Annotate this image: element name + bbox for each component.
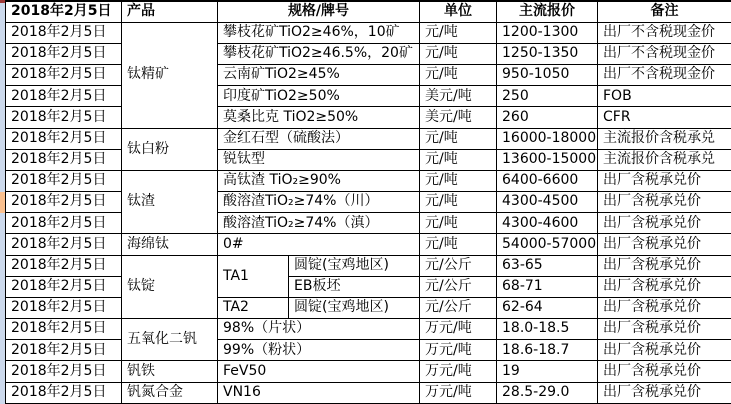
date-cell[interactable]: 2018年2月5日 <box>6 43 122 64</box>
spec-shape-cell[interactable]: EB板坯 <box>289 276 420 297</box>
spec-shape-cell[interactable]: 圆锭(宝鸡地区) <box>289 255 420 276</box>
date-cell[interactable]: 2018年2月5日 <box>6 382 122 403</box>
table-row <box>6 65 731 86</box>
unit-cell[interactable]: 元/吨 <box>420 149 497 170</box>
date-cell[interactable]: 2018年2月5日 <box>6 86 122 107</box>
date-cell[interactable]: 2018年2月5日 <box>6 22 122 43</box>
note-cell[interactable]: 出厂含税承兑价 <box>598 170 731 191</box>
unit-cell[interactable]: 元/吨 <box>420 65 497 86</box>
note-cell[interactable]: 出厂含税承兑价 <box>598 382 731 403</box>
unit-cell[interactable]: 万元/吨 <box>420 319 497 340</box>
date-cell[interactable]: 2018年2月5日 <box>6 340 122 361</box>
spec-cell[interactable]: FeV50 <box>218 361 420 382</box>
header-date[interactable]: 2018年2月5日 <box>6 1 122 22</box>
note-cell[interactable]: 出厂含税承兑价 <box>598 361 731 382</box>
spec-cell[interactable]: 99%（粉状） <box>218 340 420 361</box>
price-cell[interactable]: 260 <box>497 107 598 128</box>
note-cell[interactable]: 出厂含税承兑价 <box>598 213 731 234</box>
date-cell[interactable]: 2018年2月5日 <box>6 319 122 340</box>
date-cell[interactable]: 2018年2月5日 <box>6 297 122 318</box>
unit-cell[interactable]: 万元/吨 <box>420 382 497 403</box>
price-cell[interactable]: 54000-57000 <box>497 234 598 255</box>
unit-cell[interactable]: 元/公斤 <box>420 297 497 318</box>
header-price[interactable]: 主流报价 <box>497 1 598 22</box>
table-row <box>6 340 731 361</box>
unit-cell[interactable]: 元/吨 <box>420 192 497 213</box>
table-row <box>6 234 731 255</box>
table-row <box>6 297 731 318</box>
date-cell[interactable]: 2018年2月5日 <box>6 234 122 255</box>
note-cell[interactable]: 出厂不含税现金价 <box>598 22 731 43</box>
date-cell[interactable]: 2018年2月5日 <box>6 192 122 213</box>
note-cell[interactable]: FOB <box>598 86 731 107</box>
date-cell[interactable]: 2018年2月5日 <box>6 276 122 297</box>
unit-cell[interactable]: 元/公斤 <box>420 255 497 276</box>
price-cell[interactable]: 950-1050 <box>497 65 598 86</box>
unit-cell[interactable]: 万元/吨 <box>420 340 497 361</box>
date-cell[interactable]: 2018年2月5日 <box>6 213 122 234</box>
date-cell[interactable]: 2018年2月5日 <box>6 107 122 128</box>
product-cell[interactable]: 钒铁 <box>122 361 218 382</box>
price-cell[interactable]: 4300-4500 <box>497 192 598 213</box>
price-table <box>5 0 731 404</box>
product-cell[interactable]: 五氧化二钒 <box>122 319 218 361</box>
note-cell[interactable]: CFR <box>598 107 731 128</box>
note-cell[interactable]: 出厂不含税现金价 <box>598 43 731 64</box>
note-cell[interactable]: 出厂含税承兑价 <box>598 192 731 213</box>
price-cell[interactable]: 13600-15000 <box>497 149 598 170</box>
price-cell[interactable]: 68-71 <box>497 276 598 297</box>
spec-grade-cell[interactable]: TA1 <box>218 255 289 297</box>
spec-cell[interactable]: 酸溶渣TiO₂≥74%（川） <box>218 192 420 213</box>
spec-cell[interactable]: 攀枝花矿TiO2≥46.5%，20矿 <box>218 43 420 64</box>
spec-cell[interactable]: 云南矿TiO2≥45% <box>218 65 420 86</box>
note-cell[interactable]: 出厂不含税现金价 <box>598 65 731 86</box>
spec-cell[interactable]: 印度矿TiO2≥50% <box>218 86 420 107</box>
header-row <box>6 1 731 22</box>
spec-cell[interactable]: 攀枝花矿TiO2≥46%，10矿 <box>218 22 420 43</box>
header-product[interactable]: 产品 <box>122 1 218 22</box>
spec-cell[interactable]: 莫桑比克 TiO2≥50% <box>218 107 420 128</box>
note-cell[interactable]: 出厂含税承兑价 <box>598 234 731 255</box>
unit-cell[interactable]: 元/吨 <box>420 128 497 149</box>
spec-cell[interactable]: 酸溶渣TiO₂≥74%（滇） <box>218 213 420 234</box>
unit-cell[interactable]: 元/吨 <box>420 22 497 43</box>
price-cell[interactable]: 1200-1300 <box>497 22 598 43</box>
price-cell[interactable]: 250 <box>497 86 598 107</box>
price-cell[interactable]: 18.0-18.5 <box>497 319 598 340</box>
unit-cell[interactable]: 元/吨 <box>420 234 497 255</box>
date-cell[interactable]: 2018年2月5日 <box>6 65 122 86</box>
table-row <box>6 128 731 149</box>
unit-cell[interactable]: 美元/吨 <box>420 107 497 128</box>
date-cell[interactable]: 2018年2月5日 <box>6 361 122 382</box>
table-row <box>6 86 731 107</box>
price-cell[interactable]: 1250-1350 <box>497 43 598 64</box>
table-row <box>6 213 731 234</box>
table-row <box>6 276 731 297</box>
price-cell[interactable]: 16000-18000 <box>497 128 598 149</box>
table-row <box>6 319 731 340</box>
product-cell[interactable]: 钒氮合金 <box>122 382 218 403</box>
spec-cell[interactable]: 0# <box>218 234 420 255</box>
spec-cell[interactable]: 锐钛型 <box>218 149 420 170</box>
header-spec[interactable]: 规格/牌号 <box>218 1 420 22</box>
note-cell[interactable]: 出厂含税承兑价 <box>598 255 731 276</box>
date-cell[interactable]: 2018年2月5日 <box>6 255 122 276</box>
spec-shape-cell[interactable]: 圆锭(宝鸡地区) <box>289 297 420 318</box>
unit-cell[interactable]: 元/公斤 <box>420 276 497 297</box>
product-cell[interactable]: 海绵钛 <box>122 234 218 255</box>
note-cell[interactable]: 出厂含税承兑价 <box>598 297 731 318</box>
unit-cell[interactable]: 元/吨 <box>420 170 497 191</box>
note-cell[interactable]: 出厂含税承兑价 <box>598 276 731 297</box>
table-row <box>6 170 731 191</box>
unit-cell[interactable]: 美元/吨 <box>420 86 497 107</box>
note-cell[interactable]: 主流报价含税承兑 <box>598 149 731 170</box>
spec-cell[interactable]: 金红石型（硫酸法） <box>218 128 420 149</box>
spec-cell[interactable]: 高钛渣 TiO₂≥90% <box>218 170 420 191</box>
date-cell[interactable]: 2018年2月5日 <box>6 128 122 149</box>
price-cell[interactable]: 62-64 <box>497 297 598 318</box>
unit-cell[interactable]: 元/吨 <box>420 213 497 234</box>
product-cell[interactable]: 钛白粉 <box>122 128 218 170</box>
table-row <box>6 382 731 403</box>
table-row <box>6 361 731 382</box>
note-cell[interactable]: 主流报价含税承兑 <box>598 128 731 149</box>
date-cell[interactable]: 2018年2月5日 <box>6 170 122 191</box>
price-cell[interactable]: 63-65 <box>497 255 598 276</box>
sheet-edge-strip <box>0 0 5 404</box>
product-cell[interactable]: 钛精矿 <box>122 22 218 128</box>
spec-grade-cell[interactable]: TA2 <box>218 297 289 318</box>
header-note[interactable]: 备注 <box>598 1 731 22</box>
table-row <box>6 255 731 276</box>
note-cell[interactable]: 出厂含税承兑价 <box>598 340 731 361</box>
product-cell[interactable]: 钛渣 <box>122 170 218 234</box>
sheet-edge-highlight <box>0 192 5 213</box>
unit-cell[interactable]: 元/吨 <box>420 43 497 64</box>
sheet-edge-corner <box>0 0 5 3</box>
price-cell[interactable]: 4300-4600 <box>497 213 598 234</box>
note-cell[interactable]: 出厂含税承兑价 <box>598 319 731 340</box>
header-unit[interactable]: 单位 <box>420 1 497 22</box>
price-cell[interactable]: 28.5-29.0 <box>497 382 598 403</box>
table-row <box>6 22 731 43</box>
table-row <box>6 149 731 170</box>
date-cell[interactable]: 2018年2月5日 <box>6 149 122 170</box>
table-row <box>6 192 731 213</box>
price-cell[interactable]: 19 <box>497 361 598 382</box>
product-cell[interactable]: 钛锭 <box>122 255 218 319</box>
price-cell[interactable]: 6400-6600 <box>497 170 598 191</box>
price-cell[interactable]: 18.6-18.7 <box>497 340 598 361</box>
table-row <box>6 43 731 64</box>
table-row <box>6 107 731 128</box>
unit-cell[interactable]: 万元/吨 <box>420 361 497 382</box>
spec-cell[interactable]: VN16 <box>218 382 420 403</box>
spec-cell[interactable]: 98%（片状） <box>218 319 420 340</box>
